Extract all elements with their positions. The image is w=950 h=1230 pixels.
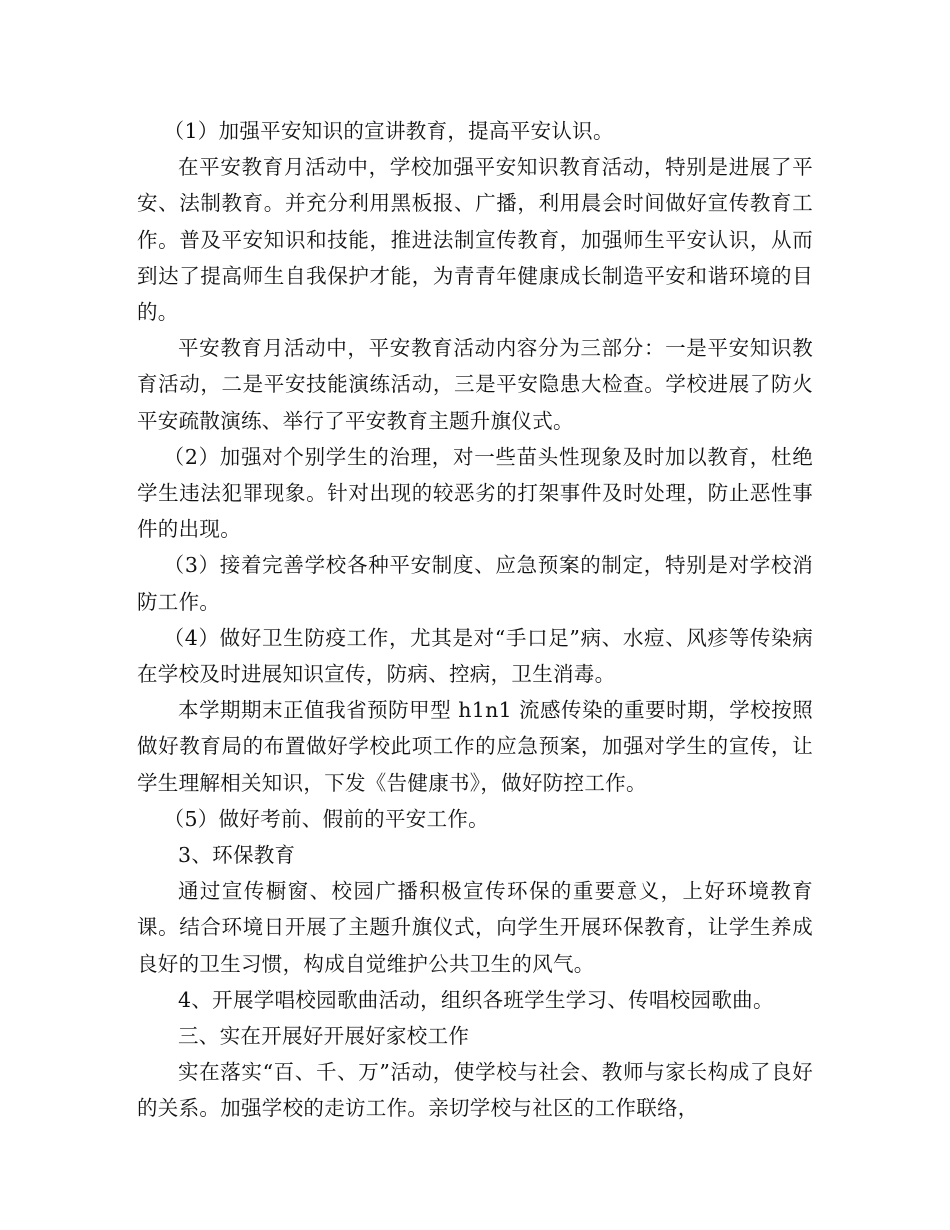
- paragraph-campus-songs: 4、开展学唱校园歌曲活动，组织各班学生学习、传唱校园歌曲。: [178, 987, 774, 1012]
- paragraph-safety-knowledge: （1）加强平安知识的宣讲教育，提高平安认识。: [163, 119, 614, 143]
- paragraph-student-management: （2）加强对个别学生的治理，对一些苗头性现象及时加以教育，杜绝学生违法犯罪现象。针对出现的较恶劣的打架事件及时处理，防止恶性事件的出现。: [137, 444, 813, 542]
- paragraph-safety-month: 在平安教育月活动中，学校加强平安知识教育活动，特别是进展了平安、法制教育。并充分利用黑板报、广播，利用晨会时间做好宣传教育工作。普及平安知识和技能，推进法制宣传教育，加强师生平安认识，从而到达了提高师生自我保护才能，为青青年健康成长制造平安和谐环境的目的。: [137, 155, 813, 325]
- paragraph-environmental: 通过宣传橱窗、校园广播积极宣传环保的重要意义，上好环境教育课。结合环境日开展了主题升旗仪式，向学生开展环保教育，让学生养成良好的卫生习惯，构成自觉维护公共卫生的风气。: [137, 879, 813, 976]
- paragraph-h1n1: 本学期期末正值我省预防甲型 h1n1 流感传染的重要时期，学校按照做好教育局的布置做好学校此项工作的应急预案，加强对学生的宣传，让学生理解相关知识，下发《告健康书》，做好防控工作。: [137, 698, 813, 795]
- heading-home-school: 三、实在开展好开展好家校工作: [178, 1024, 470, 1049]
- heading-environmental-education: 3、环保教育: [178, 843, 296, 868]
- paragraph-safety-systems: （3）接着完善学校各种平安制度、应急预案的制定，特别是对学校消防工作。: [137, 553, 813, 614]
- document-body: [137, 113, 813, 1127]
- paragraph-three-parts: 平安教育月活动中，平安教育活动内容分为三部分：一是平安知识教育活动，二是平安技能演练活动，三是平安隐患大检查。学校进展了防火平安疏散演练、举行了平安教育主题升旗仪式。: [137, 336, 813, 433]
- paragraph-epidemic-prevention: （4）做好卫生防疫工作，尤其是对“手口足”病、水痘、风疹等传染病在学校及时进展知识宣传，防病、控病，卫生消毒。: [137, 625, 813, 687]
- paragraph-exam-safety: （5）做好考前、假前的平安工作。: [163, 806, 489, 831]
- paragraph-home-school: 实在落实“百、千、万”活动，使学校与社会、教师与家长构成了良好的关系。加强学校的走访工作。亲切学校与社区的工作联络，: [137, 1060, 813, 1121]
